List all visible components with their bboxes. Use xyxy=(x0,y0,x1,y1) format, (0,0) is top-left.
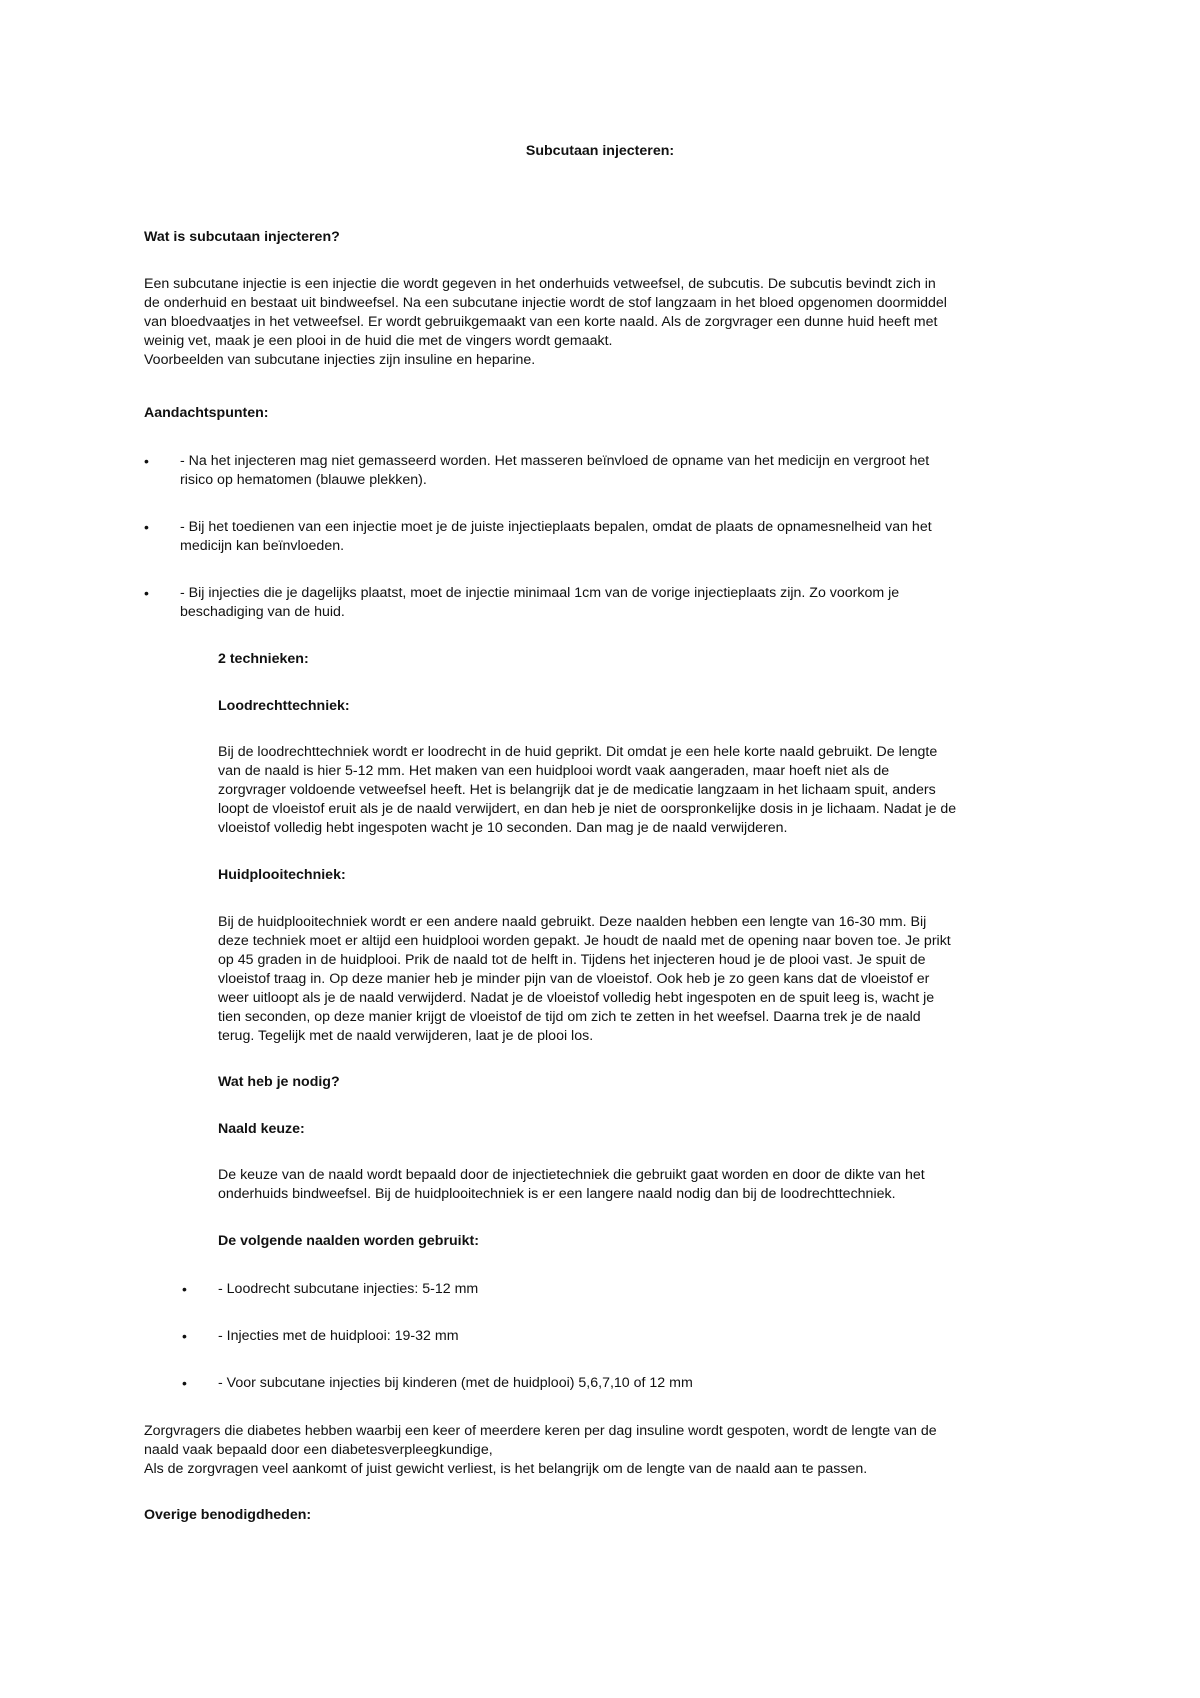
intro-paragraph: Een subcutane injectie is een injectie die wordt gegeven in het onderhuids vetweefsel, de subcutis. De subcutis bevindt zich in de onderhuid en bestaat uit bindweefsel. Na een subcutane injectie wordt de stof langzaam in het bloed opgenomen doormiddel van bloedvaatjes in het vetweefsel. Er wordt gebruikgemaakt van een korte naald. Als de zorgvrager een dunne huid heeft met weinig vet, maak je een plooi in de huid die met de vingers wordt gemaakt. Voorbeelden van subcutane injecties zijn insuline en heparine. xyxy=(144,276,947,368)
list-item-text: - Bij het toedienen van een injectie moet je de juiste injectieplaats bepalen, omdat de plaats de opnamesnelheid van het medicijn kan beïnvloeden. xyxy=(180,519,932,554)
needles-heading: De volgende naalden worden gebruikt: xyxy=(218,1233,479,1249)
huidplooi-paragraph: Bij de huidplooitechniek wordt er een andere naald gebruikt. Deze naalden hebben een lengte van 16-30 mm. Bij deze techniek moet er altijd een huidplooi worden gepakt. Je houdt de naald met de opening naar boven toe. Je prikt op 45 graden in de huidplooi. Prik de naald tot de helft in. Tijdens het injecteren houd je de plooi vast. Je spuit de vloeistof traag in. Op deze manier heb je minder pijn van de vloeistof. Ook heb je zo geen kans dat de vloeistof er weer uitloopt als je de naald verwijderd. Nadat je de vloeistof volledig hebt ingespoten en de spuit leeg is, wacht je tien seconden, op deze manier krijgt de vloeistof de tijd om zich te zetten in het weefsel. Daarna trek je de naald terug. Tegelijk met de naald verwijderen, laat je de plooi los. xyxy=(218,914,951,1044)
list-item-text: - Voor subcutane injecties bij kinderen (met de huidplooi) 5,6,7,10 of 12 mm xyxy=(218,1375,693,1391)
loodrecht-heading: Loodrechttechniek: xyxy=(218,698,350,714)
bullet-icon: • xyxy=(144,453,149,469)
huidplooi-heading: Huidplooitechniek: xyxy=(218,867,346,883)
list-item-text: - Injecties met de huidplooi: 19-32 mm xyxy=(218,1328,459,1344)
closing-paragraph: Zorgvragers die diabetes hebben waarbij een keer of meerdere keren per dag insuline wordt gespoten, wordt de lengte van de naald vaak bepaald door een diabetesverpleegkundige, Als de zorgvragen veel aankomt of juist gewicht verliest, is het belangrijk om de lengte van de naald aan te passen. xyxy=(144,1423,937,1477)
other-supplies-heading: Overige benodigdheden: xyxy=(144,1507,312,1523)
techniques-heading: 2 technieken: xyxy=(218,651,309,667)
page-title: Subcutaan injecteren: xyxy=(525,143,675,159)
section-heading-what-is: Wat is subcutaan injecteren? xyxy=(144,229,340,245)
needle-choice-paragraph: De keuze van de naald wordt bepaald door de injectietechniek die gebruikt gaat worden en door de dikte van het onderhuids bindweefsel. Bij de huidplooitechniek is er een langere naald nodig dan bij de loodrechttechniek. xyxy=(218,1167,925,1202)
needs-heading: Wat heb je nodig? xyxy=(218,1074,340,1090)
section-heading-aandachtspunten: Aandachtspunten: xyxy=(144,405,269,421)
needle-choice-heading: Naald keuze: xyxy=(218,1121,305,1137)
bullet-icon: • xyxy=(182,1328,187,1344)
loodrecht-paragraph: Bij de loodrechttechniek wordt er loodrecht in de huid geprikt. Dit omdat je een hele korte naald gebruikt. De lengte van de naald is hier 5-12 mm. Het maken van een huidplooi wordt vaak aangeraden, maar hoeft niet als de zorgvrager voldoende vetweefsel heeft. Het is belangrijk dat je de medicatie langzaam in het lichaam spuit, anders loopt de vloeistof eruit als je de naald verwijdert, en dan heb je niet de oorspronkelijke dosis in je lichaam. Nadat je de vloeistof volledig hebt ingespoten wacht je 10 seconden. Dan mag je de naald verwijderen. xyxy=(218,744,957,836)
bullet-icon: • xyxy=(182,1281,187,1297)
bullet-icon: • xyxy=(182,1375,187,1391)
list-item-text: - Bij injecties die je dagelijks plaatst, moet de injectie minimaal 1cm van de vorige injectieplaats zijn. Zo voorkom je beschadiging van de huid. xyxy=(180,585,900,620)
bullet-icon: • xyxy=(144,585,149,601)
list-item-text: - Na het injecteren mag niet gemasseerd worden. Het masseren beïnvloed de opname van het medicijn en vergroot het risico op hematomen (blauwe plekken). xyxy=(180,453,930,488)
list-item-text: - Loodrecht subcutane injecties: 5-12 mm xyxy=(218,1281,479,1297)
bullet-icon: • xyxy=(144,519,149,535)
